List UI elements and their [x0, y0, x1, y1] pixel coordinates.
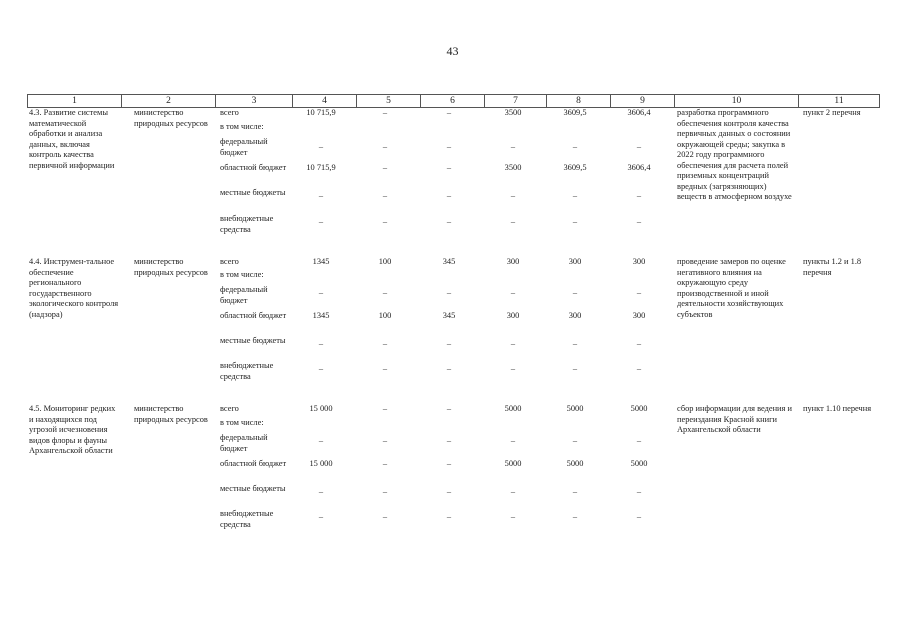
funding-value: 300: [568, 257, 582, 266]
funding-row: [27, 459, 859, 483]
funding-value: –: [510, 217, 516, 226]
funding-value: –: [382, 364, 388, 373]
executor: министерство природных ресурсов: [134, 108, 208, 128]
funding-label: областной бюджет: [220, 311, 287, 320]
funding-value: –: [572, 191, 578, 200]
funding-label: областной бюджет: [220, 163, 287, 172]
funding-value: –: [318, 142, 324, 151]
funding-value: –: [572, 142, 578, 151]
funding-value: –: [382, 512, 388, 521]
funding-value: 3500: [504, 163, 522, 172]
column-number: 4: [293, 95, 357, 108]
funding-value: 345: [442, 311, 456, 320]
funding-value: –: [382, 339, 388, 348]
funding-label: федеральный бюджет: [220, 433, 268, 453]
funding-value: 3609,5: [563, 163, 587, 172]
funding-value: –: [636, 364, 642, 373]
funding-value: –: [510, 142, 516, 151]
expected-result: разработка программного обеспечения контроля качества первичных данных о состоянии окружающей среды; закупка в 2022 году программного обеспечения для расчета полей приземных концентраций вредных (загрязняющих) веществ в атмосферном воздухе: [677, 108, 792, 201]
funding-value: –: [510, 487, 516, 496]
funding-value: –: [572, 436, 578, 445]
column-number: 8: [547, 95, 611, 108]
funding-value: 3500: [504, 108, 522, 117]
expected-result: сбор информации для ведения и переиздания Красной книги Архангельской области: [677, 404, 792, 434]
funding-value: –: [446, 191, 452, 200]
funding-value: –: [382, 487, 388, 496]
funding-value: 3606,4: [627, 108, 651, 117]
funding-value: 100: [378, 311, 392, 320]
funding-label: в том числе:: [220, 270, 264, 279]
funding-label: внебюджетные средства: [220, 361, 274, 381]
funding-label: местные бюджеты: [220, 336, 286, 345]
funding-label: областной бюджет: [220, 459, 287, 468]
funding-row: [27, 188, 859, 212]
funding-row: [27, 285, 859, 309]
funding-value: –: [446, 459, 452, 468]
funding-label: внебюджетные средства: [220, 214, 274, 234]
funding-value: –: [382, 436, 388, 445]
funding-value: –: [318, 217, 324, 226]
funding-value: –: [382, 163, 388, 172]
funding-value: 3609,5: [563, 108, 587, 117]
funding-value: –: [382, 191, 388, 200]
funding-row: [27, 361, 859, 385]
funding-label: местные бюджеты: [220, 484, 286, 493]
funding-value: 15 000: [309, 459, 333, 468]
funding-value: –: [510, 364, 516, 373]
funding-value: –: [382, 288, 388, 297]
funding-value: –: [446, 288, 452, 297]
funding-value: –: [510, 191, 516, 200]
funding-value: –: [318, 487, 324, 496]
executor: министерство природных ресурсов: [134, 404, 208, 424]
reference: пункт 1.10 перечня: [803, 404, 872, 413]
funding-row: [27, 484, 859, 508]
funding-row: [27, 433, 859, 457]
funding-value: –: [636, 142, 642, 151]
reference: пункты 1.2 и 1.8 перечня: [803, 257, 862, 277]
column-number: 1: [28, 95, 122, 108]
page-number: 43: [446, 44, 459, 58]
funding-label: всего: [220, 404, 239, 413]
funding-value: 300: [506, 311, 520, 320]
funding-row: [27, 509, 859, 533]
funding-value: –: [446, 108, 452, 117]
funding-value: –: [446, 364, 452, 373]
column-number-row: [28, 95, 880, 108]
funding-value: –: [636, 339, 642, 348]
funding-label: местные бюджеты: [220, 188, 286, 197]
column-number: 10: [675, 95, 799, 108]
funding-value: 300: [632, 257, 646, 266]
funding-value: –: [318, 288, 324, 297]
funding-value: –: [510, 288, 516, 297]
executor: министерство природных ресурсов: [134, 257, 208, 277]
funding-row: [27, 214, 859, 238]
funding-value: –: [510, 436, 516, 445]
funding-value: 345: [442, 257, 456, 266]
funding-value: –: [446, 436, 452, 445]
funding-value: 300: [632, 311, 646, 320]
column-number: 3: [216, 95, 293, 108]
funding-value: –: [572, 364, 578, 373]
funding-value: –: [382, 142, 388, 151]
funding-value: –: [572, 487, 578, 496]
funding-label: федеральный бюджет: [220, 137, 268, 157]
funding-value: 1345: [312, 311, 330, 320]
funding-value: –: [446, 217, 452, 226]
measure-title: 4.4. Инструмен-тальное обеспечение регионального государственного экологического контроля (надзора): [29, 257, 119, 319]
column-number: 5: [357, 95, 421, 108]
funding-value: –: [636, 288, 642, 297]
funding-label: в том числе:: [220, 122, 264, 131]
funding-value: –: [572, 339, 578, 348]
funding-value: 5000: [630, 459, 648, 468]
funding-value: –: [572, 217, 578, 226]
funding-value: 300: [568, 311, 582, 320]
funding-value: –: [318, 364, 324, 373]
expected-result: проведение замеров по оценке негативного влияния на окружающую среду производственной и иной деятельности хозяйствующих субъектов: [677, 257, 786, 319]
funding-value: –: [446, 512, 452, 521]
funding-value: –: [446, 487, 452, 496]
funding-value: 3606,4: [627, 163, 651, 172]
funding-value: –: [446, 163, 452, 172]
funding-value: 15 000: [309, 404, 333, 413]
funding-value: 100: [378, 257, 392, 266]
funding-value: 5000: [504, 459, 522, 468]
funding-label: всего: [220, 108, 239, 117]
funding-value: –: [318, 436, 324, 445]
column-number: 7: [485, 95, 547, 108]
funding-label: всего: [220, 257, 239, 266]
funding-value: 1345: [312, 257, 330, 266]
funding-value: –: [318, 339, 324, 348]
funding-value: –: [636, 512, 642, 521]
funding-row: [27, 137, 859, 161]
funding-row: [27, 336, 859, 360]
measure-title: 4.5. Мониторинг редких и находящихся под угрозой исчезновения видов флоры и фауны Архангельской области: [29, 404, 116, 455]
funding-value: 10 715,9: [306, 163, 336, 172]
funding-value: –: [318, 191, 324, 200]
funding-label: федеральный бюджет: [220, 285, 268, 305]
funding-value: 5000: [566, 404, 584, 413]
funding-value: 10 715,9: [306, 108, 336, 117]
funding-row: [27, 163, 859, 187]
reference: пункт 2 перечня: [803, 108, 861, 117]
column-number: 6: [421, 95, 485, 108]
funding-value: –: [318, 512, 324, 521]
funding-value: –: [572, 288, 578, 297]
funding-value: –: [446, 339, 452, 348]
funding-label: внебюджетные средства: [220, 509, 274, 529]
funding-value: 300: [506, 257, 520, 266]
funding-value: –: [636, 191, 642, 200]
funding-value: 5000: [630, 404, 648, 413]
funding-label: в том числе:: [220, 418, 264, 427]
column-number: 9: [611, 95, 675, 108]
funding-value: –: [446, 142, 452, 151]
column-header-table: [27, 94, 880, 108]
funding-value: –: [382, 404, 388, 413]
funding-value: –: [382, 217, 388, 226]
funding-row: [27, 311, 859, 335]
funding-value: –: [446, 404, 452, 413]
column-number: 11: [799, 95, 880, 108]
funding-value: –: [636, 436, 642, 445]
funding-value: 5000: [566, 459, 584, 468]
measure-title: 4.3. Развитие системы математической обработки и анализа данных, включая контроль качества первичной информации: [29, 108, 115, 170]
column-number: 2: [122, 95, 216, 108]
funding-value: –: [636, 217, 642, 226]
funding-value: –: [382, 459, 388, 468]
funding-value: –: [510, 339, 516, 348]
funding-value: –: [382, 108, 388, 117]
funding-value: 5000: [504, 404, 522, 413]
funding-value: –: [636, 487, 642, 496]
funding-value: –: [510, 512, 516, 521]
funding-value: –: [572, 512, 578, 521]
